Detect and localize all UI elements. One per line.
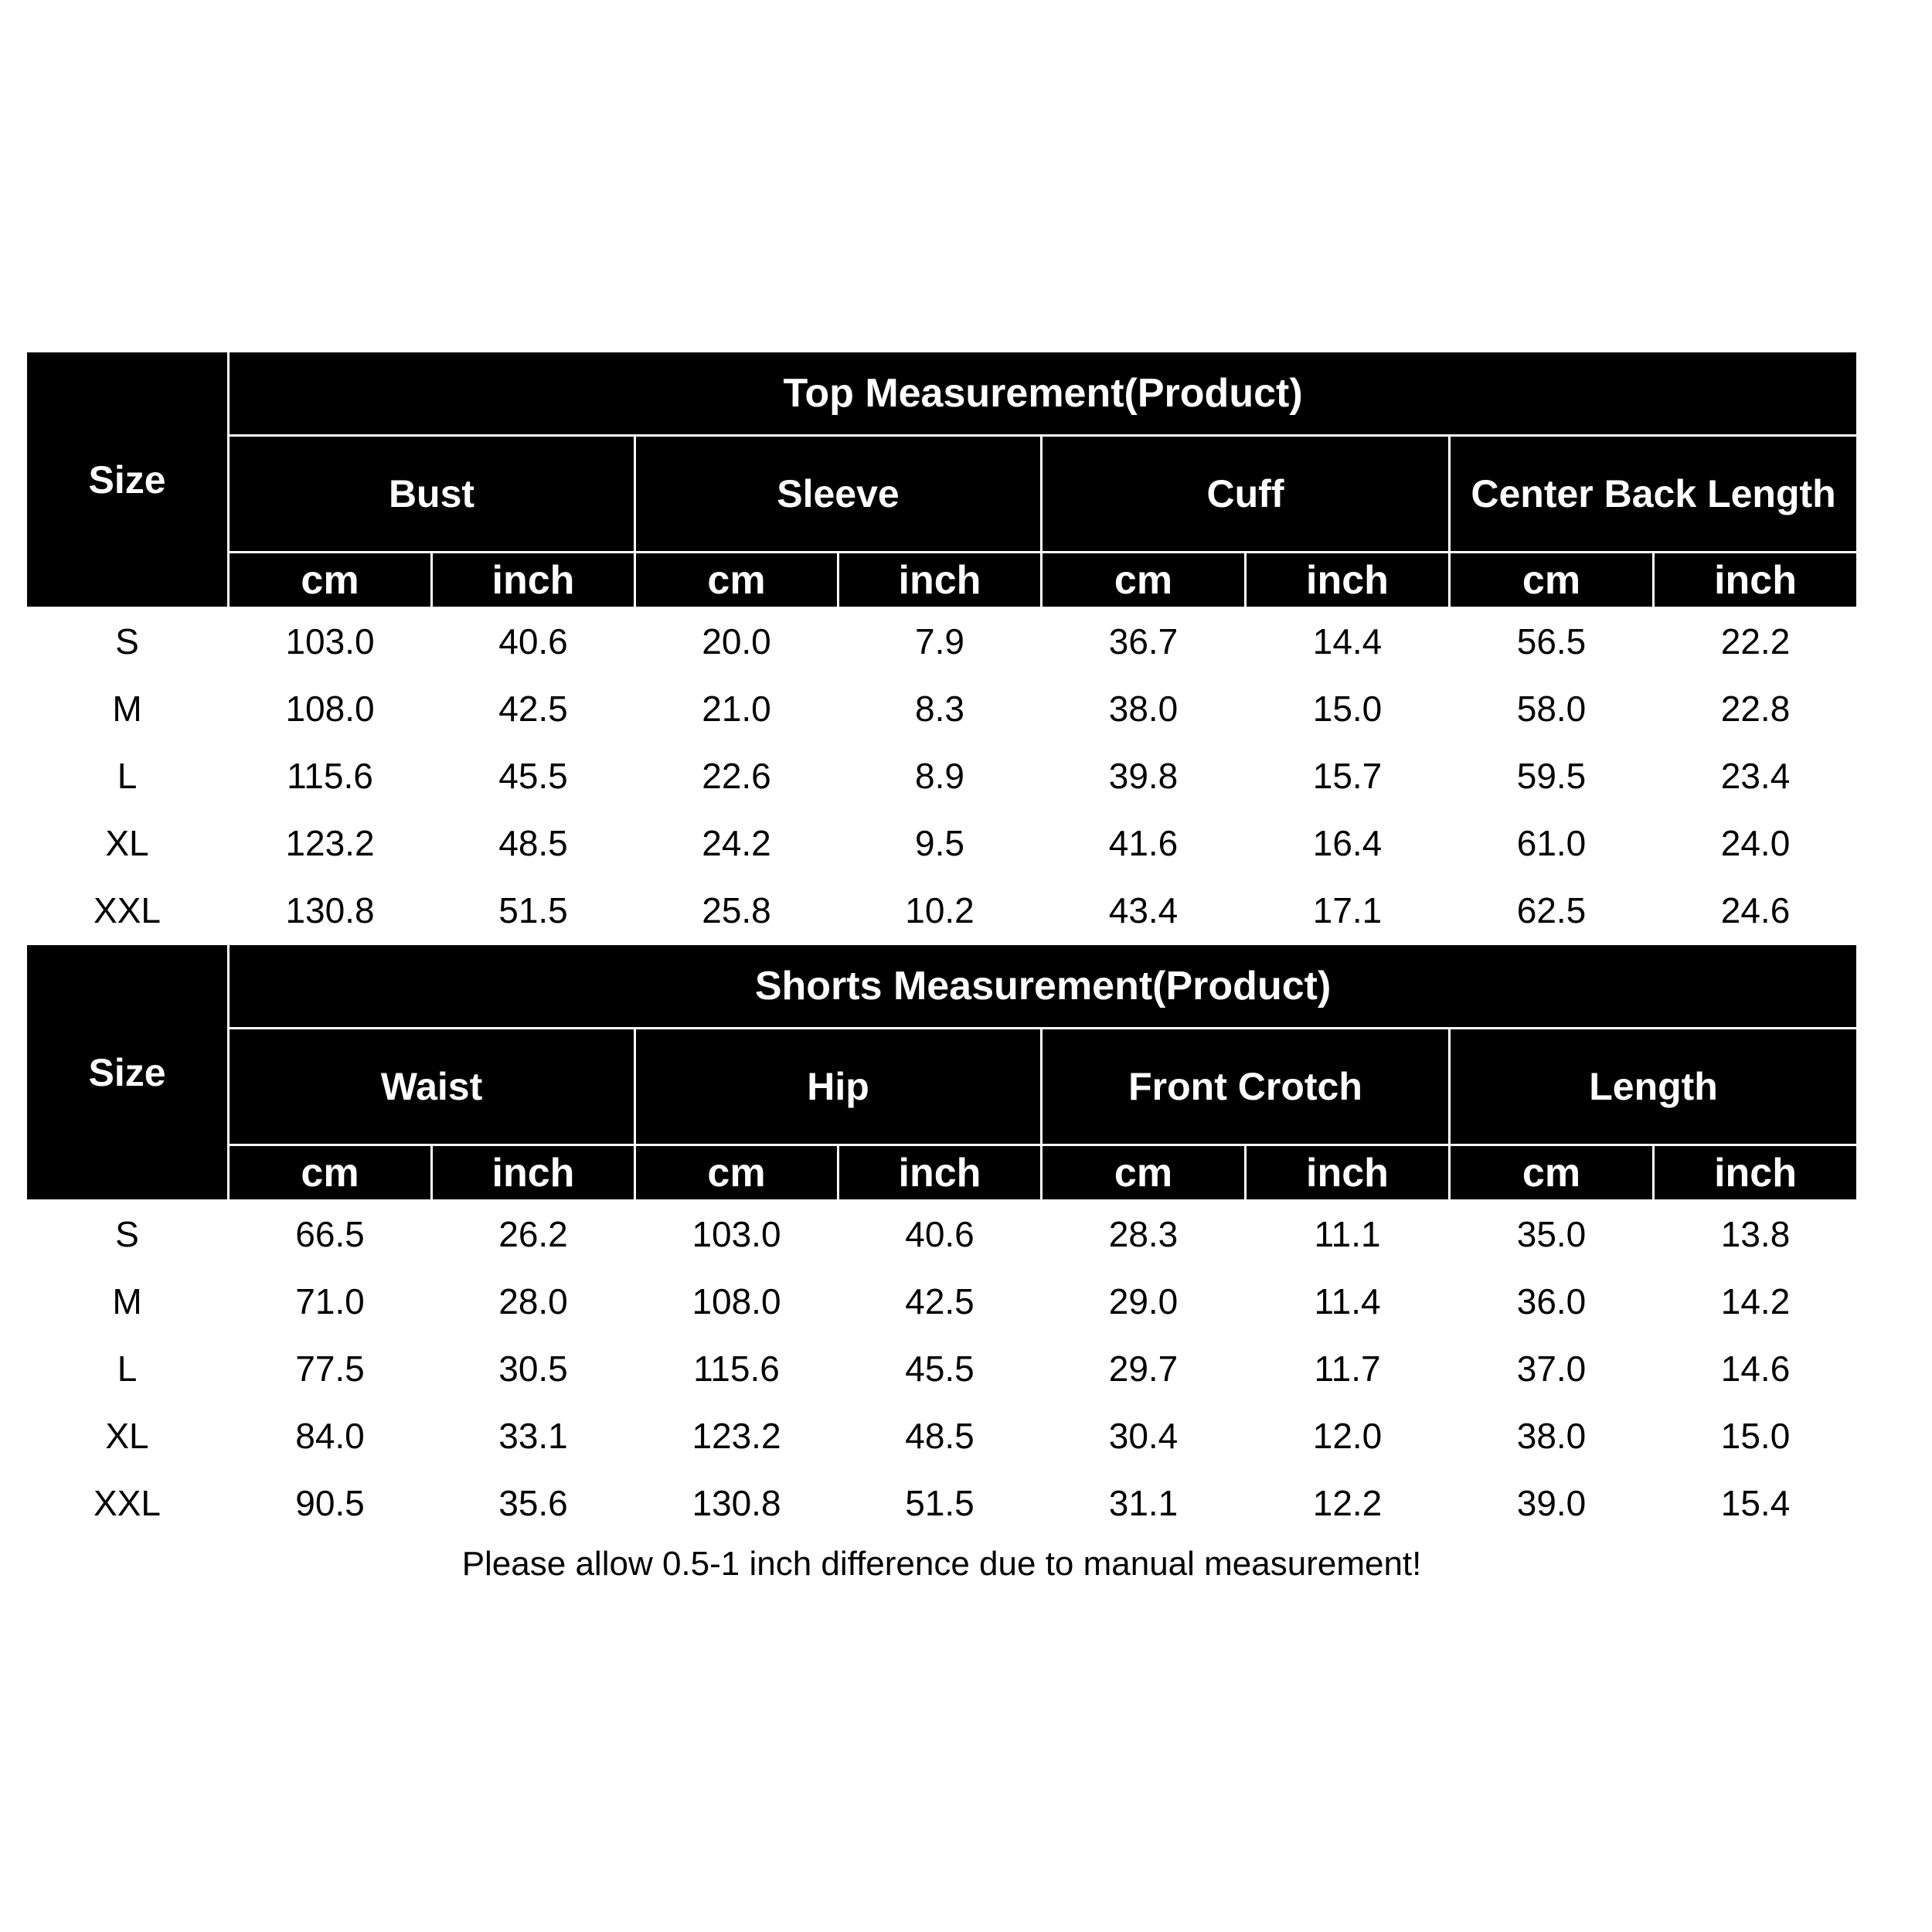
- measurement-cell: 28.0: [432, 1268, 635, 1335]
- measurement-cell: 24.6: [1654, 877, 1858, 944]
- top-section-title: Top Measurement(Product): [229, 352, 1858, 436]
- shorts-unit-header: cm: [635, 1145, 838, 1201]
- measurement-cell: 130.8: [635, 1470, 838, 1537]
- table-row: [26, 1335, 1858, 1403]
- measurement-cell: 15.4: [1654, 1470, 1858, 1537]
- table-row: [26, 1268, 1858, 1335]
- size-cell: XXL: [26, 1470, 229, 1537]
- measurement-cell: 90.5: [229, 1470, 432, 1537]
- size-cell: S: [26, 1201, 229, 1268]
- shorts-title-row: [26, 944, 1858, 1029]
- top-size-header: Size: [26, 352, 229, 608]
- size-cell: M: [26, 675, 229, 743]
- top-group-header: Cuff: [1042, 436, 1450, 553]
- measurement-cell: 123.2: [635, 1403, 838, 1470]
- measurement-cell: 59.5: [1450, 743, 1654, 810]
- top-unit-row: [26, 553, 1858, 608]
- measurement-cell: 103.0: [229, 608, 432, 675]
- top-unit-header: inch: [1246, 553, 1450, 608]
- top-group-header: Center Back Length: [1450, 436, 1858, 553]
- measurement-cell: 62.5: [1450, 877, 1654, 944]
- measurement-cell: 40.6: [432, 608, 635, 675]
- measurement-cell: 20.0: [635, 608, 838, 675]
- measurement-cell: 22.2: [1654, 608, 1858, 675]
- measurement-cell: 15.7: [1246, 743, 1450, 810]
- measurement-cell: 14.2: [1654, 1268, 1858, 1335]
- measurement-cell: 58.0: [1450, 675, 1654, 743]
- measurement-cell: 30.5: [432, 1335, 635, 1403]
- measurement-cell: 51.5: [838, 1470, 1042, 1537]
- shorts-unit-row: [26, 1145, 1858, 1201]
- table-row: [26, 1201, 1858, 1268]
- shorts-section-title: Shorts Measurement(Product): [229, 944, 1858, 1029]
- size-cell: XXL: [26, 877, 229, 944]
- measurement-cell: 66.5: [229, 1201, 432, 1268]
- size-chart: [25, 350, 1856, 1592]
- table-row: [26, 743, 1858, 810]
- measurement-cell: 25.8: [635, 877, 838, 944]
- measurement-cell: 22.6: [635, 743, 838, 810]
- table-row: [26, 608, 1858, 675]
- size-cell: M: [26, 1268, 229, 1335]
- measurement-cell: 14.4: [1246, 608, 1450, 675]
- measurement-cell: 130.8: [229, 877, 432, 944]
- measurement-cell: 71.0: [229, 1268, 432, 1335]
- measurement-cell: 36.0: [1450, 1268, 1654, 1335]
- top-title-row: [26, 352, 1858, 436]
- shorts-unit-header: cm: [1450, 1145, 1654, 1201]
- top-group-header: Bust: [229, 436, 635, 553]
- measurement-cell: 12.2: [1246, 1470, 1450, 1537]
- size-cell: L: [26, 743, 229, 810]
- measurement-cell: 51.5: [432, 877, 635, 944]
- shorts-group-header: Waist: [229, 1029, 635, 1145]
- size-chart-table: [25, 350, 1859, 1592]
- size-cell: XL: [26, 1403, 229, 1470]
- top-unit-header: cm: [1042, 553, 1246, 608]
- measurement-cell: 43.4: [1042, 877, 1246, 944]
- measurement-cell: 48.5: [838, 1403, 1042, 1470]
- table-row: [26, 810, 1858, 877]
- measurement-cell: 123.2: [229, 810, 432, 877]
- top-unit-header: cm: [229, 553, 432, 608]
- measurement-cell: 39.0: [1450, 1470, 1654, 1537]
- measurement-cell: 8.3: [838, 675, 1042, 743]
- measurement-cell: 84.0: [229, 1403, 432, 1470]
- shorts-group-header: Front Crotch: [1042, 1029, 1450, 1145]
- size-cell: L: [26, 1335, 229, 1403]
- measurement-cell: 13.8: [1654, 1201, 1858, 1268]
- measurement-cell: 24.0: [1654, 810, 1858, 877]
- shorts-unit-header: cm: [1042, 1145, 1246, 1201]
- measurement-cell: 21.0: [635, 675, 838, 743]
- measurement-cell: 17.1: [1246, 877, 1450, 944]
- measurement-cell: 29.0: [1042, 1268, 1246, 1335]
- measurement-cell: 15.0: [1246, 675, 1450, 743]
- measurement-cell: 61.0: [1450, 810, 1654, 877]
- shorts-unit-header: cm: [229, 1145, 432, 1201]
- table-row: [26, 1470, 1858, 1537]
- note-row: [26, 1537, 1858, 1591]
- measurement-cell: 24.2: [635, 810, 838, 877]
- measurement-cell: 10.2: [838, 877, 1042, 944]
- measurement-cell: 45.5: [432, 743, 635, 810]
- measurement-cell: 45.5: [838, 1335, 1042, 1403]
- measurement-cell: 23.4: [1654, 743, 1858, 810]
- table-row: [26, 675, 1858, 743]
- measurement-cell: 29.7: [1042, 1335, 1246, 1403]
- shorts-unit-header: inch: [1654, 1145, 1858, 1201]
- measurement-cell: 77.5: [229, 1335, 432, 1403]
- measurement-cell: 40.6: [838, 1201, 1042, 1268]
- measurement-cell: 115.6: [635, 1335, 838, 1403]
- size-cell: XL: [26, 810, 229, 877]
- shorts-unit-header: inch: [838, 1145, 1042, 1201]
- shorts-group-header: Hip: [635, 1029, 1042, 1145]
- measurement-cell: 108.0: [229, 675, 432, 743]
- measurement-cell: 11.4: [1246, 1268, 1450, 1335]
- measurement-cell: 28.3: [1042, 1201, 1246, 1268]
- measurement-cell: 35.0: [1450, 1201, 1654, 1268]
- top-group-row: [26, 436, 1858, 553]
- measurement-cell: 14.6: [1654, 1335, 1858, 1403]
- shorts-unit-header: inch: [1246, 1145, 1450, 1201]
- measurement-cell: 38.0: [1042, 675, 1246, 743]
- top-unit-header: inch: [432, 553, 635, 608]
- shorts-size-header: Size: [26, 944, 229, 1201]
- measurement-cell: 16.4: [1246, 810, 1450, 877]
- size-cell: S: [26, 608, 229, 675]
- measurement-cell: 33.1: [432, 1403, 635, 1470]
- measurement-cell: 15.0: [1654, 1403, 1858, 1470]
- top-unit-header: inch: [1654, 553, 1858, 608]
- measurement-cell: 31.1: [1042, 1470, 1246, 1537]
- measurement-cell: 36.7: [1042, 608, 1246, 675]
- measurement-note: Please allow 0.5-1 inch difference due to manual measurement!: [26, 1537, 1858, 1591]
- table-row: [26, 877, 1858, 944]
- shorts-unit-header: inch: [432, 1145, 635, 1201]
- measurement-cell: 11.7: [1246, 1335, 1450, 1403]
- measurement-cell: 30.4: [1042, 1403, 1246, 1470]
- measurement-cell: 115.6: [229, 743, 432, 810]
- measurement-cell: 9.5: [838, 810, 1042, 877]
- measurement-cell: 38.0: [1450, 1403, 1654, 1470]
- shorts-group-header: Length: [1450, 1029, 1858, 1145]
- measurement-cell: 56.5: [1450, 608, 1654, 675]
- top-unit-header: inch: [838, 553, 1042, 608]
- measurement-cell: 12.0: [1246, 1403, 1450, 1470]
- measurement-cell: 41.6: [1042, 810, 1246, 877]
- measurement-cell: 108.0: [635, 1268, 838, 1335]
- measurement-cell: 48.5: [432, 810, 635, 877]
- top-unit-header: cm: [1450, 553, 1654, 608]
- measurement-cell: 35.6: [432, 1470, 635, 1537]
- shorts-group-row: [26, 1029, 1858, 1145]
- size-chart-body: [26, 352, 1858, 1591]
- top-unit-header: cm: [635, 553, 838, 608]
- measurement-cell: 42.5: [432, 675, 635, 743]
- measurement-cell: 39.8: [1042, 743, 1246, 810]
- table-row: [26, 1403, 1858, 1470]
- measurement-cell: 26.2: [432, 1201, 635, 1268]
- measurement-cell: 8.9: [838, 743, 1042, 810]
- measurement-cell: 37.0: [1450, 1335, 1654, 1403]
- measurement-cell: 22.8: [1654, 675, 1858, 743]
- measurement-cell: 42.5: [838, 1268, 1042, 1335]
- measurement-cell: 11.1: [1246, 1201, 1450, 1268]
- measurement-cell: 7.9: [838, 608, 1042, 675]
- measurement-cell: 103.0: [635, 1201, 838, 1268]
- top-group-header: Sleeve: [635, 436, 1042, 553]
